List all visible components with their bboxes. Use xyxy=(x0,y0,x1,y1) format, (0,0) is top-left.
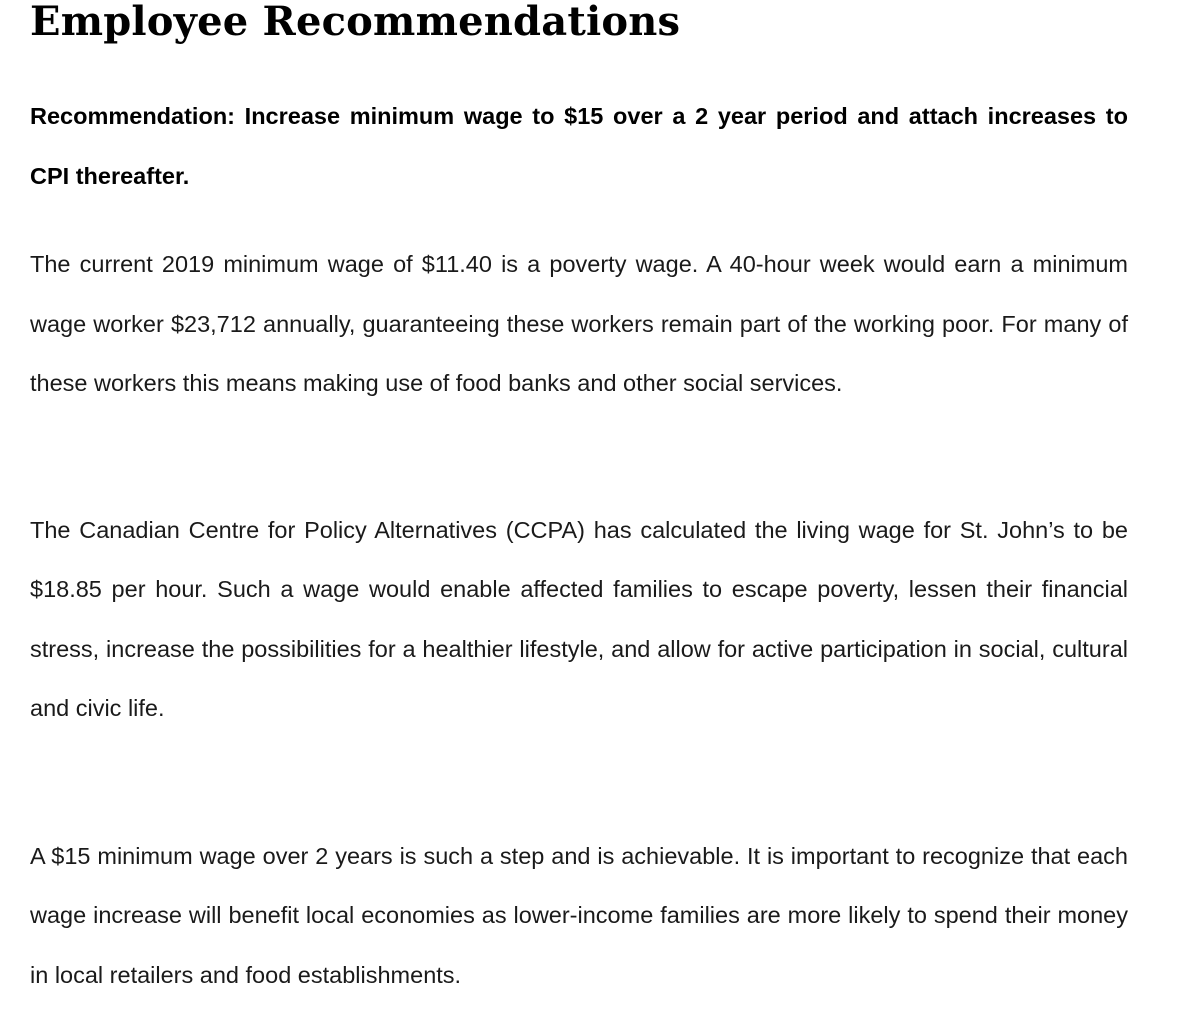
document-page xyxy=(30,0,1128,1005)
recommendation-statement: Recommendation: Increase minimum wage to $15 over a 2 year period and attach increases to CPI thereafter. xyxy=(30,103,1128,189)
paragraph-minimum-wage: The current 2019 minimum wage of $11.40 is a poverty wage. A 40-hour week would earn a minimum wage worker $23,712 annually, guaranteeing these workers remain part of the working poor. For many of these workers this means making use of food banks and other social services. xyxy=(30,251,1128,396)
page-title: Employee Recommendations xyxy=(30,0,681,45)
paragraph-living-wage: The Canadian Centre for Policy Alternatives (CCPA) has calculated the living wage for St. John’s to be $18.85 per hour. Such a wage would enable affected families to escape poverty, lessen their financial stress, increase the possibilities for a healthier lifestyle, and allow for active participation in social, cultural and civic life. xyxy=(30,516,1128,721)
paragraph-achievable-step: A $15 minimum wage over 2 years is such a step and is achievable. It is important to recognize that each wage increase will benefit local economies as lower-income families are more likely to spend their money in local retailers and food establishments. xyxy=(30,842,1128,988)
